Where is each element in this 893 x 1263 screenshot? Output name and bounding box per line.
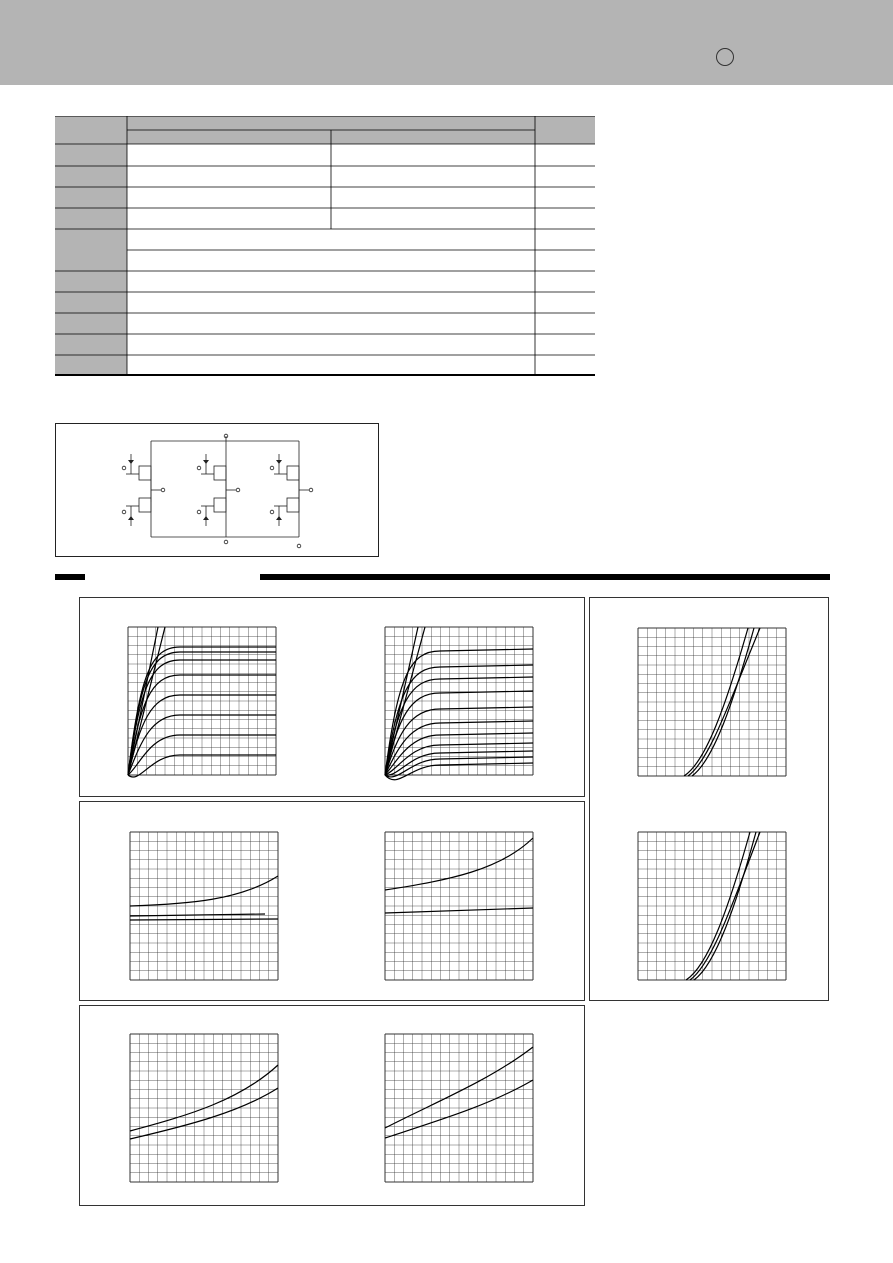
graph-6-grid — [385, 1034, 533, 1182]
graph-3-grid — [130, 832, 278, 980]
graph-7-grid — [638, 628, 786, 776]
graph-3-curve-c — [130, 919, 278, 920]
graph-1-grid — [128, 627, 276, 775]
graph-3-curve-b — [130, 914, 265, 916]
